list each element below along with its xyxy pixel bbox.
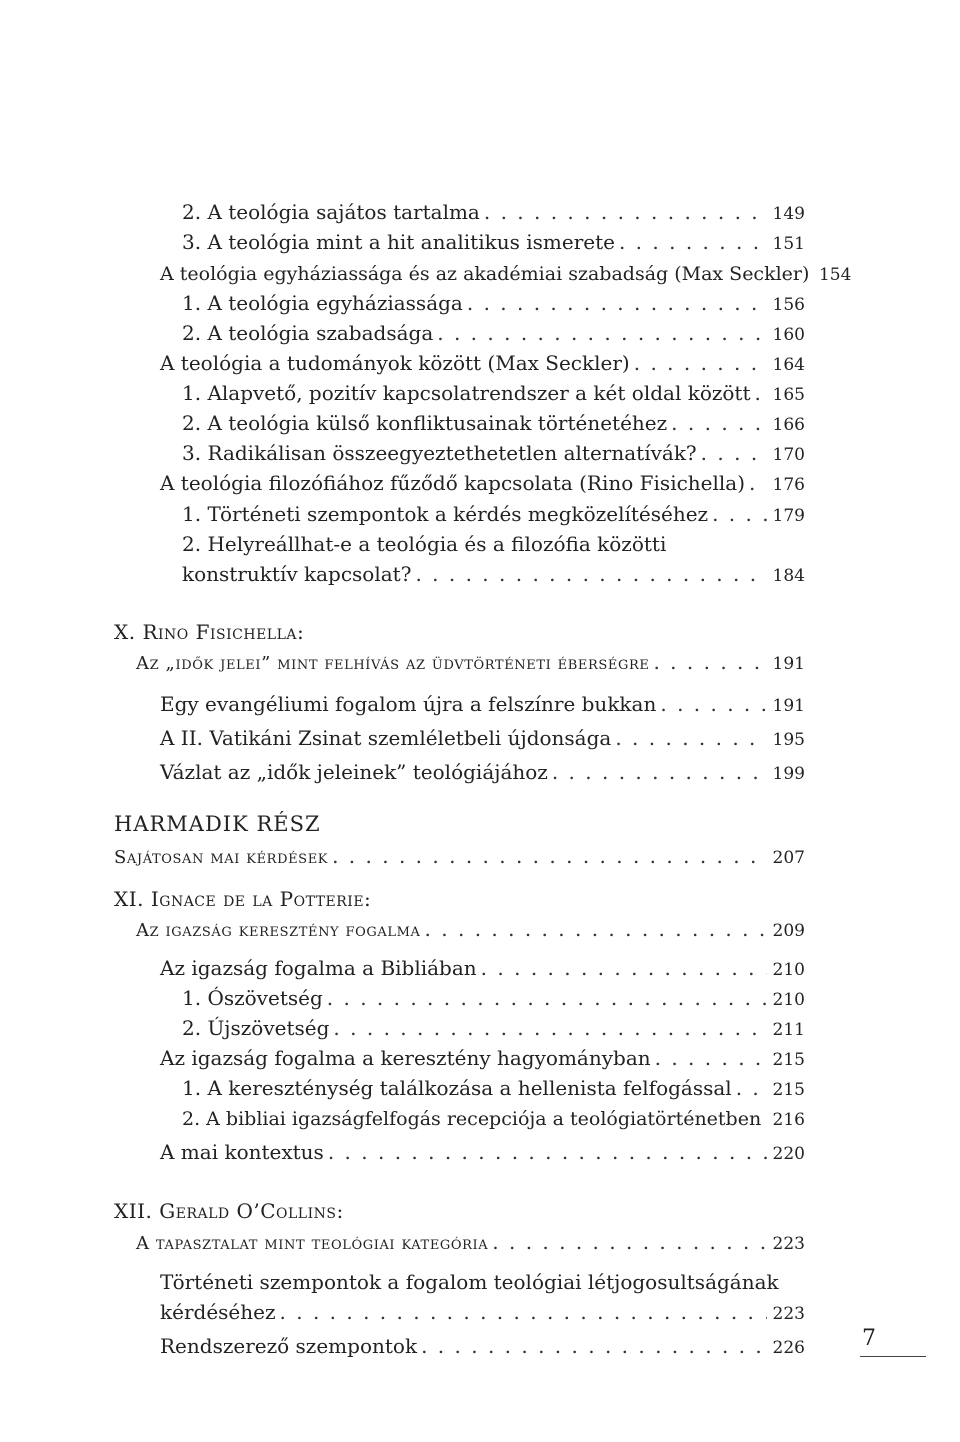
toc-entry-line1: Történeti szempontok a fogalom teológiai létjogosultságának [160,1270,779,1294]
toc-entry: A teológia filozófiához fűződő kapcsolata (Rino Fisichella) . . . 176 [160,471,805,495]
toc-entry: Az igazság fogalma a Bibliában . . . 210 [160,956,805,980]
toc-entry: A teológia a tudományok között (Max Seckler) . . . 164 [160,351,805,375]
toc-entry: A mai kontextus . . . 220 [160,1140,805,1164]
toc-entry: 3. A teológia mint a hit analitikus ismerete . . . 151 [182,230,805,254]
page-number-rule [860,1356,926,1357]
toc-entry: Az igazság fogalma a keresztény hagyományban . . . 215 [160,1046,805,1070]
toc-entry: Egy evangéliumi fogalom újra a felszínre bukkan . . . 191 [160,692,805,716]
toc-entry: 2. A teológia sajátos tartalma . . . 149 [182,200,805,224]
toc-entry: A teológia egyháziassága és az akadémiai szabadság (Max Seckler) 154 [160,263,852,285]
toc-entry: 1. Ószövetség . . . 210 [182,986,805,1010]
chapter-title: X. Rino Fisichella: [114,620,305,644]
toc-entry: Vázlat az „idők jeleinek” teológiájához . . . 199 [160,760,805,784]
page-number: 7 [862,1326,876,1351]
toc-entry: konstruktív kapcsolat? . . . 184 [182,562,805,586]
toc-entry: 2. A teológia szabadsága . . . 160 [182,321,805,345]
part-subtitle: Sajátosan mai kérdések . . . 207 [114,844,805,868]
toc-entry: A II. Vatikáni Zsinat szemléletbeli újdonsága . . . 195 [160,726,805,750]
toc-entry: 1. A kereszténység találkozása a hellenista felfogással . . . 215 [182,1076,805,1100]
toc-entry: 1. Alapvető, pozitív kapcsolatrendszer a két oldal között . . . 165 [182,381,805,405]
chapter-title: XI. Ignace de la Potterie: [114,887,372,911]
chapter-subtitle: A tapasztalat mint teológiai kategória . . . 223 [136,1230,805,1254]
part-heading: HARMADIK RÉSZ [114,812,321,836]
chapter-title: XII. Gerald O’Collins: [114,1199,344,1223]
toc-entry: 1. A teológia egyháziassága . . . 156 [182,291,805,315]
toc-entry-line1: 2. Helyreállhat-e a teológia és a filozófia közötti [182,532,667,556]
toc-entry: 2. A teológia külső konfliktusainak történetéhez . . . 166 [182,411,805,435]
toc-entry: 2. A bibliai igazságfelfogás recepciója a teológiatörténetben . . . 216 [182,1106,805,1130]
toc-entry: Rendszerező szempontok . . . 226 [160,1334,805,1358]
toc-entry: 2. Újszövetség . . . 211 [182,1016,805,1040]
toc-entry: 1. Történeti szempontok a kérdés megközelítéséhez . . . 179 [182,502,805,526]
toc-entry: kérdéséhez . . . 223 [160,1300,805,1324]
chapter-subtitle: Az „idők jelei” mint felhívás az üdvtörténeti éberségre . . . 191 [136,650,805,674]
chapter-subtitle: Az igazság keresztény fogalma . . . 209 [136,917,805,941]
toc-entry: 3. Radikálisan összeegyeztethetetlen alternatívák? . . . 170 [182,441,805,465]
